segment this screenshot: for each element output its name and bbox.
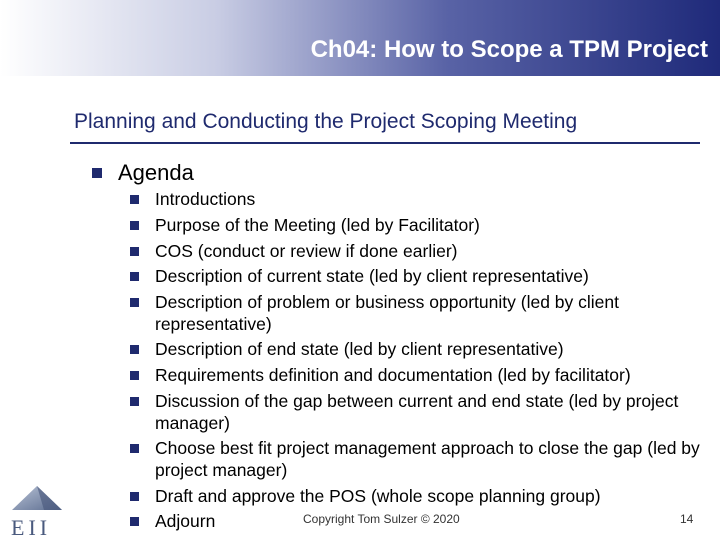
agenda-item: Choose best fit project management approach to close the gap (led by project manager) — [130, 438, 705, 481]
pyramid-logo-icon — [0, 482, 80, 540]
square-bullet-icon — [92, 168, 102, 178]
square-bullet-icon — [130, 221, 139, 230]
agenda-item: Description of problem or business opportunity (led by client representative) — [130, 292, 705, 335]
agenda-item: Description of current state (led by client representative) — [130, 266, 705, 288]
square-bullet-icon — [130, 272, 139, 281]
square-bullet-icon — [130, 247, 139, 256]
agenda-item: Adjourn — [130, 511, 705, 533]
slide-subtitle: Planning and Conducting the Project Scoping Meeting — [74, 110, 578, 133]
subtitle-divider — [70, 142, 700, 144]
slide-header-title: Ch04: How to Scope a TPM Project — [310, 36, 708, 63]
square-bullet-icon — [130, 492, 139, 501]
agenda-item: Discussion of the gap between current and end state (led by project manager) — [130, 391, 705, 434]
square-bullet-icon — [130, 345, 139, 354]
agenda-item: COS (conduct or review if done earlier) — [130, 241, 705, 263]
agenda-item: Draft and approve the POS (whole scope planning group) — [130, 486, 705, 508]
header-banner — [0, 0, 720, 76]
agenda-list — [130, 189, 705, 537]
agenda-item: Description of end state (led by client representative) — [130, 339, 705, 361]
copyright-text: Copyright Tom Sulzer © 2020 — [303, 512, 460, 526]
square-bullet-icon — [130, 371, 139, 380]
square-bullet-icon — [130, 298, 139, 307]
square-bullet-icon — [130, 444, 139, 453]
square-bullet-icon — [130, 517, 139, 526]
logo-text: EII — [11, 515, 52, 540]
agenda-item: Purpose of the Meeting (led by Facilitator) — [130, 215, 705, 237]
square-bullet-icon — [130, 397, 139, 406]
agenda-label: Agenda — [118, 160, 194, 185]
page-number: 14 — [680, 512, 694, 526]
agenda-item: Requirements definition and documentation (led by facilitator) — [130, 365, 705, 387]
agenda-item: Introductions — [130, 189, 705, 211]
square-bullet-icon — [130, 195, 139, 204]
